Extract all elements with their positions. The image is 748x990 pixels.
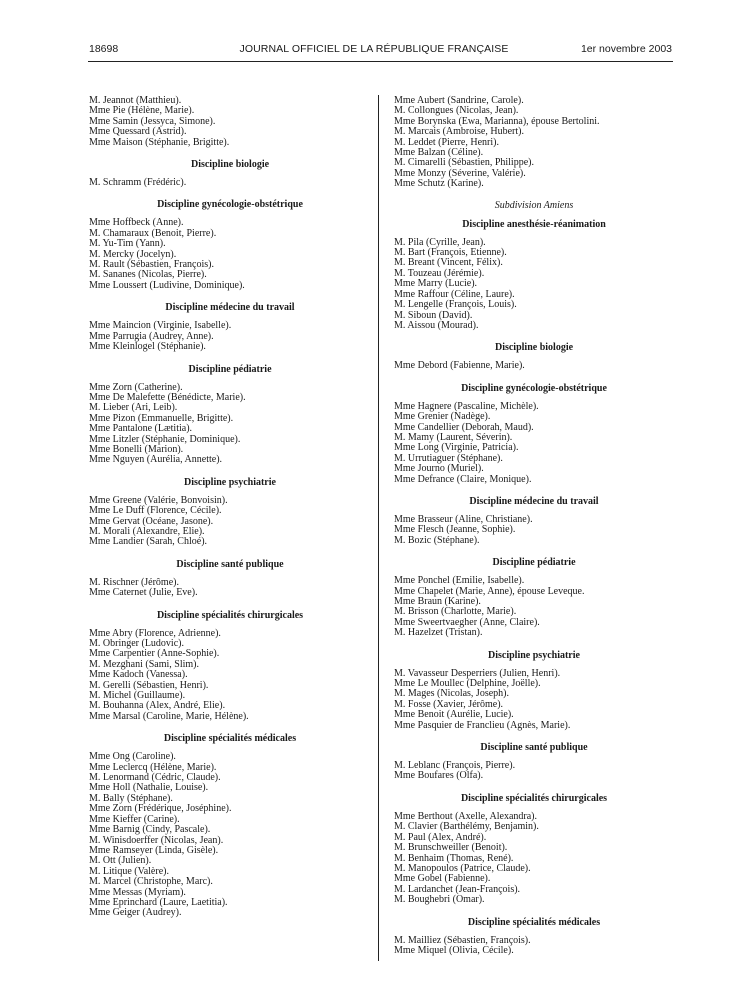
subdivision-heading: Subdivision Amiens xyxy=(494,199,574,211)
name-entry: Mme Holl (Nathalie, Louise). xyxy=(89,782,209,794)
discipline-heading: Discipline santé publique xyxy=(176,558,284,570)
name-entry: Mme Monzy (Séverine, Valérie). xyxy=(394,167,526,179)
left-column xyxy=(89,96,371,919)
name-entry: M. Gerelli (Sébastien, Henri). xyxy=(89,679,209,691)
name-entry: M. Bozic (Stéphane). xyxy=(394,534,480,546)
discipline-section xyxy=(89,559,371,599)
discipline-section xyxy=(394,496,674,546)
discipline-section xyxy=(394,742,674,782)
name-entry: M. Bally (Stéphane). xyxy=(89,792,173,804)
name-entry: Mme Le Duff (Florence, Cécile). xyxy=(89,505,222,517)
name-entry: M. Obringer (Ludovic). xyxy=(89,638,184,649)
name-entry: Mme Landier (Sarah, Chloé). xyxy=(89,536,208,548)
name-entry: Mme Braun (Karine). xyxy=(394,596,481,607)
discipline-section xyxy=(394,342,674,371)
discipline-heading: Discipline spécialités chirurgicales xyxy=(156,609,304,621)
name-entry: Mme Aubert (Sandrine, Carole). xyxy=(394,95,524,106)
discipline-heading: Discipline santé publique xyxy=(480,742,588,754)
name-entry: M. Leddet (Pierre, Henri). xyxy=(394,136,499,148)
header-rule xyxy=(88,61,673,62)
name-entry: Mme Greene (Valérie, Bonvoisin). xyxy=(89,494,228,506)
discipline-heading: Discipline gynécologie-obstétrique xyxy=(461,382,607,394)
name-entry: M. Jeannot (Matthieu). xyxy=(89,95,182,106)
discipline-section xyxy=(89,364,371,466)
name-entry: Mme Kieffer (Carine). xyxy=(89,813,180,825)
name-entry: M. Mailliez (Sébastien, François). xyxy=(394,934,531,946)
name-entry: M. Mezghani (Sami, Slim). xyxy=(89,658,199,670)
name-entry: Mme Geiger (Audrey). xyxy=(89,907,182,919)
name-entry: Mme Berthout (Axelle, Alexandra). xyxy=(394,810,538,822)
discipline-section xyxy=(89,159,371,188)
name-entry: M. Marcel (Christophe, Marc). xyxy=(89,876,213,888)
publication-date: 1er novembre 2003 xyxy=(580,43,672,55)
discipline-heading: Discipline pédiatrie xyxy=(492,557,576,569)
name-entry: Mme De Malefette (Bénédicte, Marie). xyxy=(89,391,246,403)
name-entry: M. Lengelle (François, Louis). xyxy=(394,299,517,311)
name-entry: Mme Litzler (Stéphanie, Dominique). xyxy=(89,433,241,445)
name-entry: Mme Ramseyer (Linda, Gisèle). xyxy=(89,844,219,856)
discipline-heading: Discipline psychiatrie xyxy=(488,649,580,661)
name-entry: M. Clavier (Barthélémy, Benjamin). xyxy=(394,821,539,833)
name-entry: Mme Zorn (Frédérique, Joséphine). xyxy=(89,803,232,815)
name-entry: M. Rault (Sébastien, François). xyxy=(89,259,214,271)
name-entry: Mme Marry (Lucie). xyxy=(394,278,478,290)
name-entry: Mme Le Moullec (Delphine, Joëlle). xyxy=(394,678,541,690)
discipline-heading: Discipline pédiatrie xyxy=(188,363,272,375)
column-divider xyxy=(378,95,379,961)
discipline-heading: Discipline spécialités chirurgicales xyxy=(460,792,608,804)
discipline-section xyxy=(394,200,674,332)
name-entry: M. Boughebri (Omar). xyxy=(394,894,485,906)
name-entry: M. Morali (Alexandre, Elie). xyxy=(89,525,205,537)
name-entry: M. Breant (Vincent, Félix). xyxy=(394,257,503,269)
name-entry: Mme Messas (Myriam). xyxy=(89,886,186,898)
name-entry: M. Urrutiaguer (Stéphane). xyxy=(394,452,503,464)
name-entry: M. Leblanc (François, Pierre). xyxy=(394,760,516,772)
name-entry: Mme Bonelli (Marion). xyxy=(89,443,184,455)
name-entry: Mme Maincion (Virginie, Isabelle). xyxy=(89,320,232,332)
name-entry: Mme Raffour (Céline, Laure). xyxy=(394,288,515,300)
name-entry: Mme Gervat (Océane, Jasone). xyxy=(89,515,214,527)
page-number: 18698 xyxy=(89,43,119,55)
name-entry: M. Manopoulos (Patrice, Claude). xyxy=(394,862,531,874)
name-entry: Mme Benoit (Aurélie, Lucie). xyxy=(394,709,514,721)
name-entry: Mme Maison (Stéphanie, Brigitte). xyxy=(89,136,230,148)
name-entry: M. Collongues (Nicolas, Jean). xyxy=(394,105,519,117)
name-entry: Mme Hoffbeck (Anne). xyxy=(89,217,184,229)
discipline-heading: Discipline spécialités médicales xyxy=(163,733,297,745)
name-entry: M. Hazelzet (Tristan). xyxy=(394,627,483,639)
name-entry: Mme Eprinchard (Laure, Laetitia). xyxy=(89,896,228,908)
name-entry: Mme Pantalone (Lætitia). xyxy=(89,423,193,435)
name-entry: Mme Nguyen (Aurélia, Annette). xyxy=(89,454,223,466)
discipline-heading: Discipline anesthésie-réanimation xyxy=(462,218,606,230)
discipline-heading: Discipline spécialités médicales xyxy=(467,916,601,928)
name-entry: Mme Ong (Caroline). xyxy=(89,751,176,763)
discipline-section xyxy=(394,917,674,957)
name-entry: Mme Hagnere (Pascaline, Michèle). xyxy=(394,400,539,412)
name-entry: M. Mages (Nicolas, Joseph). xyxy=(394,688,509,700)
name-entry: M. Sananes (Nicolas, Pierre). xyxy=(89,269,207,281)
name-entry: M. Siboun (David). xyxy=(394,309,473,321)
name-entry: M. Lenormand (Cédric, Claude). xyxy=(89,772,221,784)
discipline-section xyxy=(89,477,371,548)
name-entry: M. Litique (Valère). xyxy=(89,865,169,877)
name-entry: M. Aissou (Mourad). xyxy=(394,319,479,331)
name-entry: Mme Journo (Muriel). xyxy=(394,463,484,475)
name-entry: Mme Loussert (Ludivine, Dominique). xyxy=(89,279,245,291)
name-entry: M. Vavasseur Desperriers (Julien, Henri). xyxy=(394,667,561,679)
name-entry: Mme Kadoch (Vanessa). xyxy=(89,669,188,681)
name-entry: Mme Grenier (Nadège). xyxy=(394,411,491,423)
discipline-heading: Discipline gynécologie-obstétrique xyxy=(157,199,303,211)
name-entry: M. Mercky (Jocelyn). xyxy=(89,248,177,260)
name-entry: M. Michel (Guillaume). xyxy=(89,690,186,702)
discipline-section xyxy=(394,383,674,485)
discipline-heading: Discipline médecine du travail xyxy=(469,495,599,507)
journal-title: JOURNAL OFFICIEL DE LA RÉPUBLIQUE FRANÇAISE xyxy=(239,43,509,55)
discipline-section xyxy=(89,96,371,148)
name-entry: M. Fosse (Xavier, Jérôme). xyxy=(394,698,504,710)
name-entry: Mme Boufares (Olfa). xyxy=(394,770,484,782)
name-entry: Mme Miquel (Olivia, Cécile). xyxy=(394,944,514,956)
name-entry: M. Brunschweiller (Benoit). xyxy=(394,842,508,854)
name-entry: M. Benhaim (Thomas, René). xyxy=(394,852,514,864)
name-entry: M. Mamy (Laurent, Séverin). xyxy=(394,431,513,443)
name-entry: Mme Parrugia (Audrey, Anne). xyxy=(89,330,214,342)
page-header xyxy=(0,43,748,59)
name-entry: M. Rischner (Jérôme). xyxy=(89,576,179,588)
name-entry: Mme Brasseur (Aline, Christiane). xyxy=(394,513,533,525)
name-entry: M. Lieber (Ari, Leib). xyxy=(89,402,178,414)
name-entry: Mme Quessard (Astrid). xyxy=(89,126,187,138)
name-entry: Mme Ponchel (Emilie, Isabelle). xyxy=(394,575,525,587)
name-entry: Mme Marsal (Caroline, Marie, Hélène). xyxy=(89,710,249,722)
name-entry: Mme Pasquier de Franclieu (Agnès, Marie). xyxy=(394,719,571,731)
discipline-section xyxy=(89,610,371,723)
name-entry: Mme Long (Virginie, Patricia). xyxy=(394,442,519,454)
name-entry: Mme Flesch (Jeanne, Sophie). xyxy=(394,524,516,536)
name-entry: M. Marcais (Ambroise, Hubert). xyxy=(394,126,524,138)
name-entry: Mme Debord (Fabienne, Marie). xyxy=(394,360,525,372)
name-entry: M. Yu-Tim (Yann). xyxy=(89,238,166,250)
name-entry: M. Cimarelli (Sébastien, Philippe). xyxy=(394,157,534,169)
name-entry: Mme Caternet (Julie, Eve). xyxy=(89,587,198,599)
name-entry: M. Pila (Cyrille, Jean). xyxy=(394,236,486,248)
name-entry: Mme Leclercq (Hélène, Marie). xyxy=(89,761,217,773)
name-entry: M. Touzeau (Jérémie). xyxy=(394,267,485,279)
name-entry: M. Chamaraux (Benoit, Pierre). xyxy=(89,227,217,239)
name-entry: M. Winisdoerffer (Nicolas, Jean). xyxy=(89,834,224,846)
name-entry: Mme Gobel (Fabienne). xyxy=(394,873,491,885)
name-entry: M. Paul (Alex, André). xyxy=(394,831,487,843)
discipline-section xyxy=(89,733,371,919)
name-entry: Mme Barnig (Cindy, Pascale). xyxy=(89,824,211,836)
name-entry: Mme Borynska (Ewa, Marianna), épouse Bertolini. xyxy=(394,115,600,127)
name-entry: Mme Zorn (Catherine). xyxy=(89,381,183,393)
name-entry: Mme Abry (Florence, Adrienne). xyxy=(89,627,221,639)
name-entry: M. Bouhanna (Alex, André, Elie). xyxy=(89,700,226,712)
name-entry: Mme Pizon (Emmanuelle, Brigitte). xyxy=(89,412,234,424)
name-entry: Mme Samin (Jessyca, Simone). xyxy=(89,115,216,127)
name-entry: Mme Schutz (Karine). xyxy=(394,178,484,190)
discipline-heading: Discipline biologie xyxy=(494,342,574,354)
name-entry: M. Bart (François, Etienne). xyxy=(394,247,507,259)
name-entry: M. Brisson (Charlotte, Marie). xyxy=(394,606,517,618)
name-entry: Mme Carpentier (Anne-Sophie). xyxy=(89,648,220,660)
discipline-section xyxy=(394,96,674,190)
discipline-heading: Discipline médecine du travail xyxy=(165,302,295,314)
discipline-heading: Discipline psychiatrie xyxy=(184,476,276,488)
name-entry: M. Schramm (Frédéric). xyxy=(89,177,187,189)
discipline-section xyxy=(89,302,371,352)
name-entry: Mme Chapelet (Marie, Anne), épouse Leveque. xyxy=(394,585,585,597)
right-column xyxy=(394,96,674,956)
name-entry: Mme Defrance (Claire, Monique). xyxy=(394,473,532,485)
name-entry: Mme Candellier (Deborah, Maud). xyxy=(394,421,534,433)
name-entry: Mme Pie (Hélène, Marie). xyxy=(89,105,195,117)
discipline-section xyxy=(394,650,674,731)
name-entry: M. Lardanchet (Jean-François). xyxy=(394,883,521,895)
discipline-section xyxy=(89,199,371,291)
discipline-section xyxy=(394,557,674,638)
name-entry: M. Ott (Julien). xyxy=(89,855,152,867)
discipline-heading: Discipline biologie xyxy=(190,159,270,171)
name-entry: Mme Kleinlogel (Stéphanie). xyxy=(89,341,206,353)
name-entry: Mme Sweertvaegher (Anne, Claire). xyxy=(394,616,540,628)
name-entry: Mme Balzan (Céline). xyxy=(394,147,484,159)
discipline-section xyxy=(394,793,674,906)
